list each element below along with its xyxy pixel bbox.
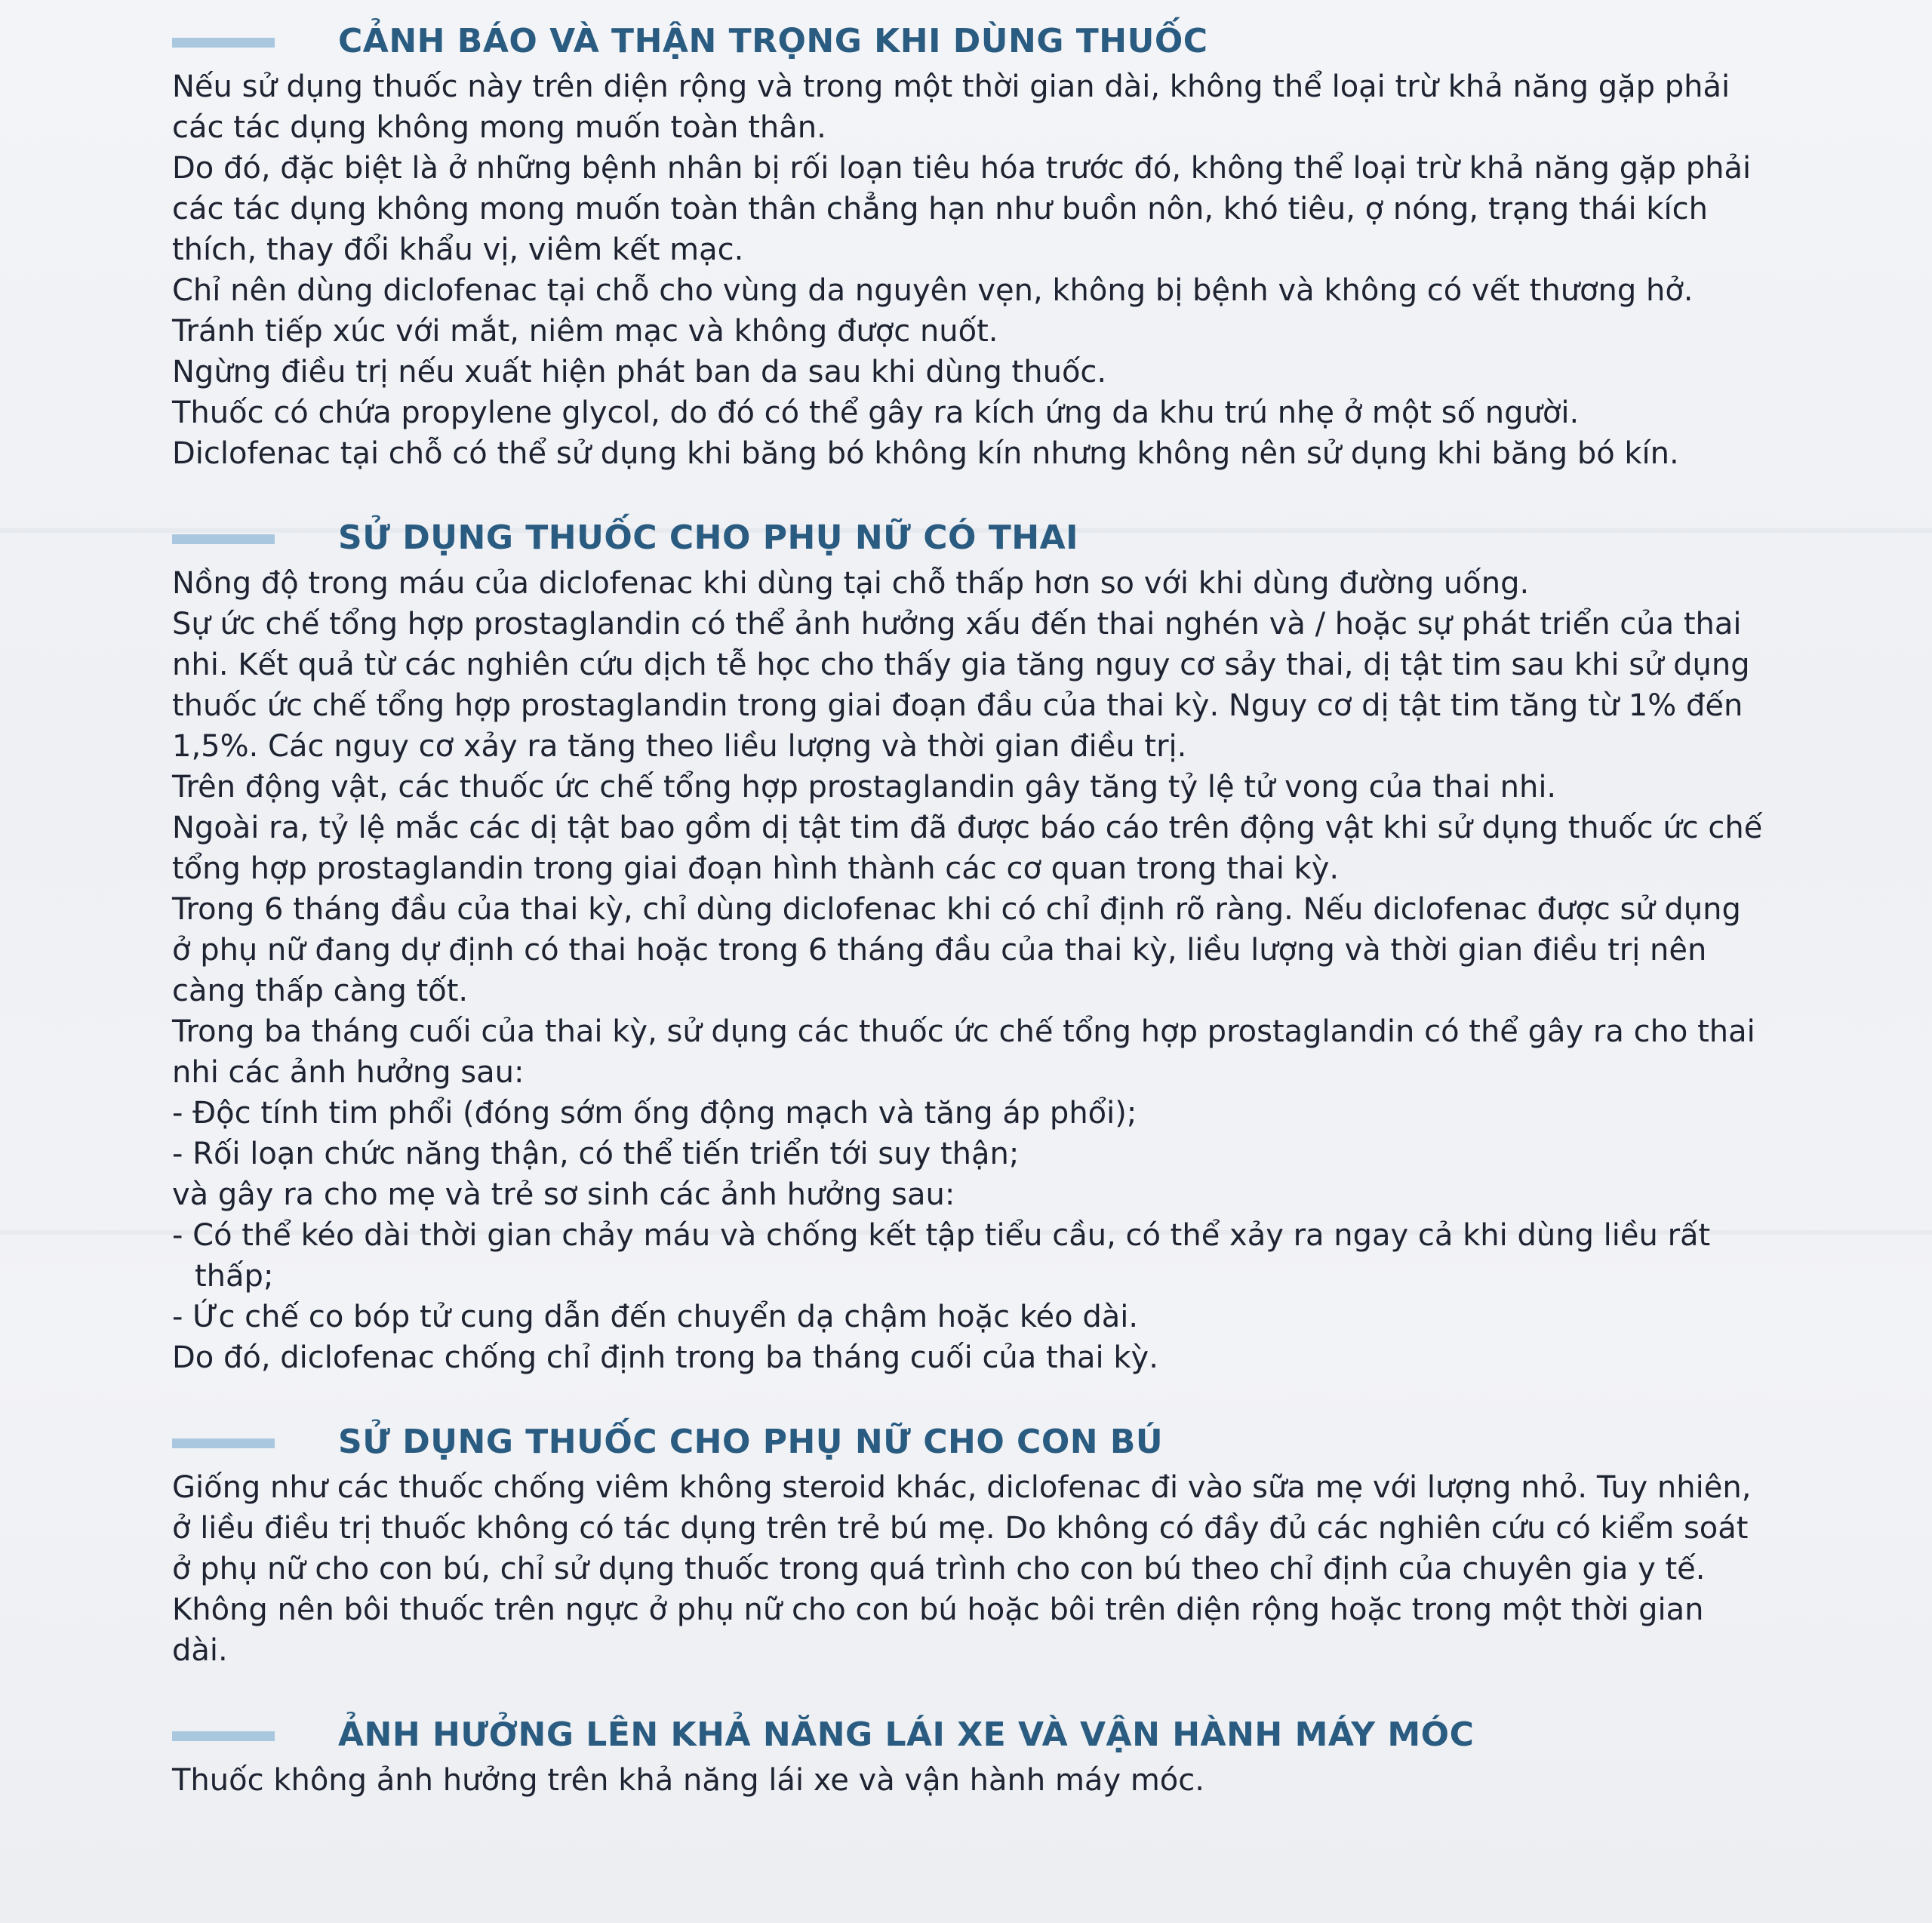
paragraph: Ngoài ra, tỷ lệ mắc các dị tật bao gồm dị tật tim đã được báo cáo trên động vật khi sử dụng thuốc ức chế tổng hợp prostaglandin trong giai đoạn hình thành các cơ quan trong thai kỳ.: [172, 811, 1763, 886]
section-warnings: [172, 20, 1764, 474]
section-rule: [172, 1731, 275, 1741]
leaflet-content: [172, 20, 1764, 1843]
list-item: - Rối loạn chức năng thận, có thể tiến triển tới suy thận;: [172, 1137, 1020, 1171]
paragraph: Thuốc không ảnh hưởng trên khả năng lái xe và vận hành máy móc.: [172, 1763, 1204, 1798]
list-item: - Có thể kéo dài thời gian chảy máu và chống kết tập tiểu cầu, có thể xảy ra ngay cả khi dùng liều rất thấp;: [172, 1218, 1711, 1294]
section-driving: [172, 1713, 1764, 1801]
list-item: - Ức chế co bóp tử cung dẫn đến chuyển dạ chậm hoặc kéo dài.: [172, 1300, 1139, 1334]
paragraph: Nồng độ trong máu của diclofenac khi dùng tại chỗ thấp hơn so với khi dùng đường uống.: [172, 566, 1530, 601]
section-header: [172, 20, 1764, 63]
paragraph: Giống như các thuốc chống viêm không steroid khác, diclofenac đi vào sữa mẹ với lượng nhỏ. Tuy nhiên, ở liều điều trị thuốc không có tác dụng trên trẻ bú mẹ. Do không có đầy đủ các nghiên cứu có kiểm soát ở phụ nữ cho con bú, chỉ sử dụng thuốc trong quá trình cho con bú theo chỉ định của chuyên gia y tế. Không nên bôi thuốc trên ngực ở phụ nữ cho con bú hoặc bôi trên diện rộng hoặc trong một thời gian dài.: [172, 1470, 1752, 1668]
section-pregnancy: [172, 516, 1764, 1378]
section-header: [172, 516, 1764, 560]
paragraph: Sự ức chế tổng hợp prostaglandin có thể ảnh hưởng xấu đến thai nghén và / hoặc sự phát triển của thai nhi. Kết quả từ các nghiên cứu dịch tễ học cho thấy gia tăng nguy cơ sảy thai, dị tật tim sau khi sử dụng thuốc ức chế tổng hợp prostaglandin trong giai đoạn đầu của thai kỳ. Nguy cơ dị tật tim tăng từ 1% đến 1,5%. Các nguy cơ xảy ra tăng theo liều lượng và thời gian điều trị.: [172, 607, 1750, 764]
paragraph: Do đó, đặc biệt là ở những bệnh nhân bị rối loạn tiêu hóa trước đó, không thể loại trừ khả năng gặp phải các tác dụng không mong muốn toàn thân chẳng hạn như buồn nôn, khó tiêu, ợ nóng, trạng thái kích thích, thay đổi khẩu vị, viêm kết mạc.: [172, 151, 1752, 267]
paragraph: Trong 6 tháng đầu của thai kỳ, chỉ dùng diclofenac khi có chỉ định rõ ràng. Nếu diclofenac được sử dụng ở phụ nữ đang dự định có thai hoặc trong 6 tháng đầu của thai kỳ, liều lượng và thời gian điều trị nên càng thấp càng tốt.: [172, 892, 1741, 1008]
list-item: - Độc tính tim phổi (đóng sớm ống động mạch và tăng áp phổi);: [172, 1096, 1137, 1131]
paragraph: Chỉ nên dùng diclofenac tại chỗ cho vùng da nguyên vẹn, không bị bệnh và không có vết thương hở. Tránh tiếp xúc với mắt, niêm mạc và không được nuốt.: [172, 273, 1694, 349]
section-header: [172, 1420, 1764, 1464]
paragraph: Thuốc có chứa propylene glycol, do đó có thể gây ra kích ứng da khu trú nhẹ ở một số người.: [172, 395, 1580, 430]
section-title: ẢNH HƯỞNG LÊN KHẢ NĂNG LÁI XE VÀ VẬN HÀNH MÁY MÓC: [338, 1715, 1475, 1754]
paragraph: Ngừng điều trị nếu xuất hiện phát ban da sau khi dùng thuốc.: [172, 355, 1107, 389]
section-rule: [172, 534, 275, 544]
paragraph: Do đó, diclofenac chống chỉ định trong ba tháng cuối của thai kỳ.: [172, 1340, 1158, 1375]
paragraph: Nếu sử dụng thuốc này trên diện rộng và trong một thời gian dài, không thể loại trừ khả năng gặp phải các tác dụng không mong muốn toàn thân.: [172, 69, 1730, 145]
paragraph: Trong ba tháng cuối của thai kỳ, sử dụng các thuốc ức chế tổng hợp prostaglandin có thể gây ra cho thai nhi các ảnh hưởng sau:: [172, 1014, 1755, 1090]
section-header: [172, 1713, 1764, 1757]
section-rule: [172, 38, 275, 48]
section-title: CẢNH BÁO VÀ THẬN TRỌNG KHI DÙNG THUỐC: [338, 22, 1208, 60]
paragraph: Trên động vật, các thuốc ức chế tổng hợp prostaglandin gây tăng tỷ lệ tử vong của thai nhi.: [172, 770, 1557, 805]
paragraph: và gây ra cho mẹ và trẻ sơ sinh các ảnh hưởng sau:: [172, 1177, 955, 1212]
section-title: SỬ DỤNG THUỐC CHO PHỤ NỮ CHO CON BÚ: [338, 1423, 1164, 1461]
section-rule: [172, 1438, 275, 1448]
section-breastfeeding: [172, 1420, 1764, 1671]
section-title: SỬ DỤNG THUỐC CHO PHỤ NỮ CÓ THAI: [338, 518, 1078, 557]
paragraph: Diclofenac tại chỗ có thể sử dụng khi băng bó không kín nhưng không nên sử dụng khi băng bó kín.: [172, 436, 1679, 471]
